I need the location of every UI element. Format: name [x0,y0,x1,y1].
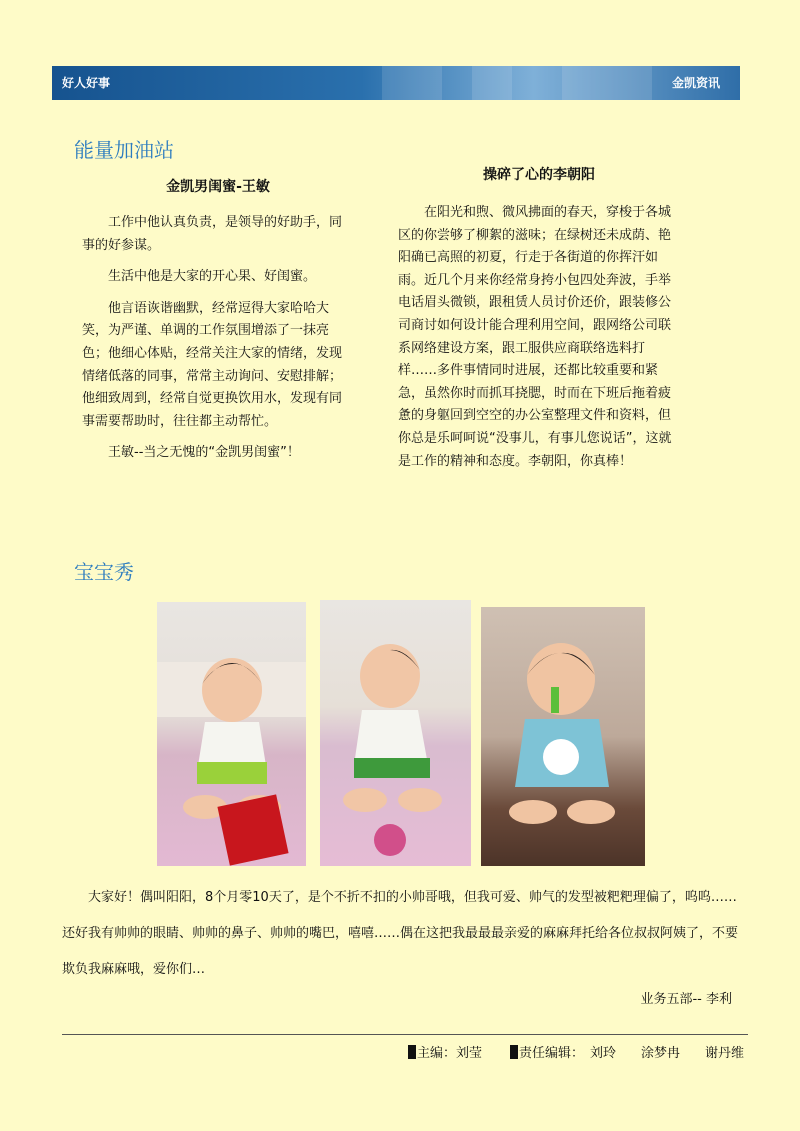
editor-name: 刘玲 [590,1046,617,1061]
editor-name: 谢丹维 [705,1046,745,1061]
banner-decoration [562,66,652,100]
article2-paragraph: 在阳光和煦、微风拂面的春天，穿梭于各城区的你尝够了柳絮的滋味；在绿树还未成荫、艳阳确已高照的初夏，行走于各街道的你挥汗如雨。近几个月来你经常身挎小包四处奔波，手举电话眉头微锁，跟租赁人员讨价还价，跟装修公司商讨如何设计能合理利用空间，跟网络公司联系网络建设方案，跟工服供应商联络选料打样……多件事情同时进展，还都比较重要和紧急，虽然你时而抓耳挠腮，时而在下班后拖着疲惫的身躯回到空空的办公室整理文件和资料，但你总是乐呵呵说“没事儿，有事儿您说话”，这就是工作的精神和态度。李朝阳，你真棒！ [398,205,672,469]
square-bullet-icon [510,1045,518,1059]
footer-editors [510,1042,584,1061]
banner-decoration [472,66,512,100]
header-banner [52,66,740,100]
header-right-title: 金凯资讯 [671,76,720,90]
footer-divider [62,1034,748,1035]
article2-body [398,202,680,473]
article1-title: 金凯男闺蜜-王敏 [166,179,270,195]
article1-paragraph: 他言语诙谐幽默，经常逗得大家哈哈大笑，为严谨、单调的工作氛围增添了一抹亮色；他细心体贴，经常关注大家的情绪，发现情绪低落的同事，常常主动询问、安慰排解；他细致周到，经常自觉更换饮用水，发现有同事需要帮助时，往往都主动帮忙。 [82,300,343,429]
baby-description: 大家好！偶叫阳阳，8个月零10天了，是个不折不扣的小帅哥哦，但我可爱、帅气的发型被粑粑理偏了，呜呜……还好我有帅帅的眼睛、帅帅的鼻子、帅帅的嘴巴，嘻嘻……偶在这把我最最最亲爱的麻麻拜托给各位叔叔阿姨了，不要欺负我麻麻哦，爱你们… [62,890,739,977]
editor-name: 涂梦冉 [641,1046,681,1061]
baby-signature: 业务五部-- 李利 [640,992,732,1007]
article1-body [82,212,354,474]
banner-decoration [382,66,442,100]
baby-photo-3-illustration [481,607,645,866]
section-title-energy: 能量加油站 [74,138,174,162]
article1-paragraph: 生活中他是大家的开心果、好闺蜜。 [108,269,317,285]
baby-photo-2-illustration [320,600,471,866]
baby-photo-1 [157,602,306,866]
section-title-baby: 宝宝秀 [74,560,134,584]
baby-photo-2 [320,600,471,866]
chief-editor-text: 主编：刘莹 [417,1046,483,1061]
article2-title: 操碎了心的李朝阳 [483,167,595,183]
square-bullet-icon [408,1045,416,1059]
baby-photo-3 [481,607,645,866]
article1-paragraph: 工作中他认真负责，是领导的好助手，同事的好参谋。 [82,215,343,253]
article1-paragraph: 王敏--当之无愧的“金凯男闺蜜”！ [108,445,300,461]
header-left-title: 好人好事 [62,76,111,90]
baby-photo-1-illustration [157,602,306,866]
editors-label: 责任编辑： [519,1046,585,1061]
footer-chief-editor [408,1042,482,1061]
